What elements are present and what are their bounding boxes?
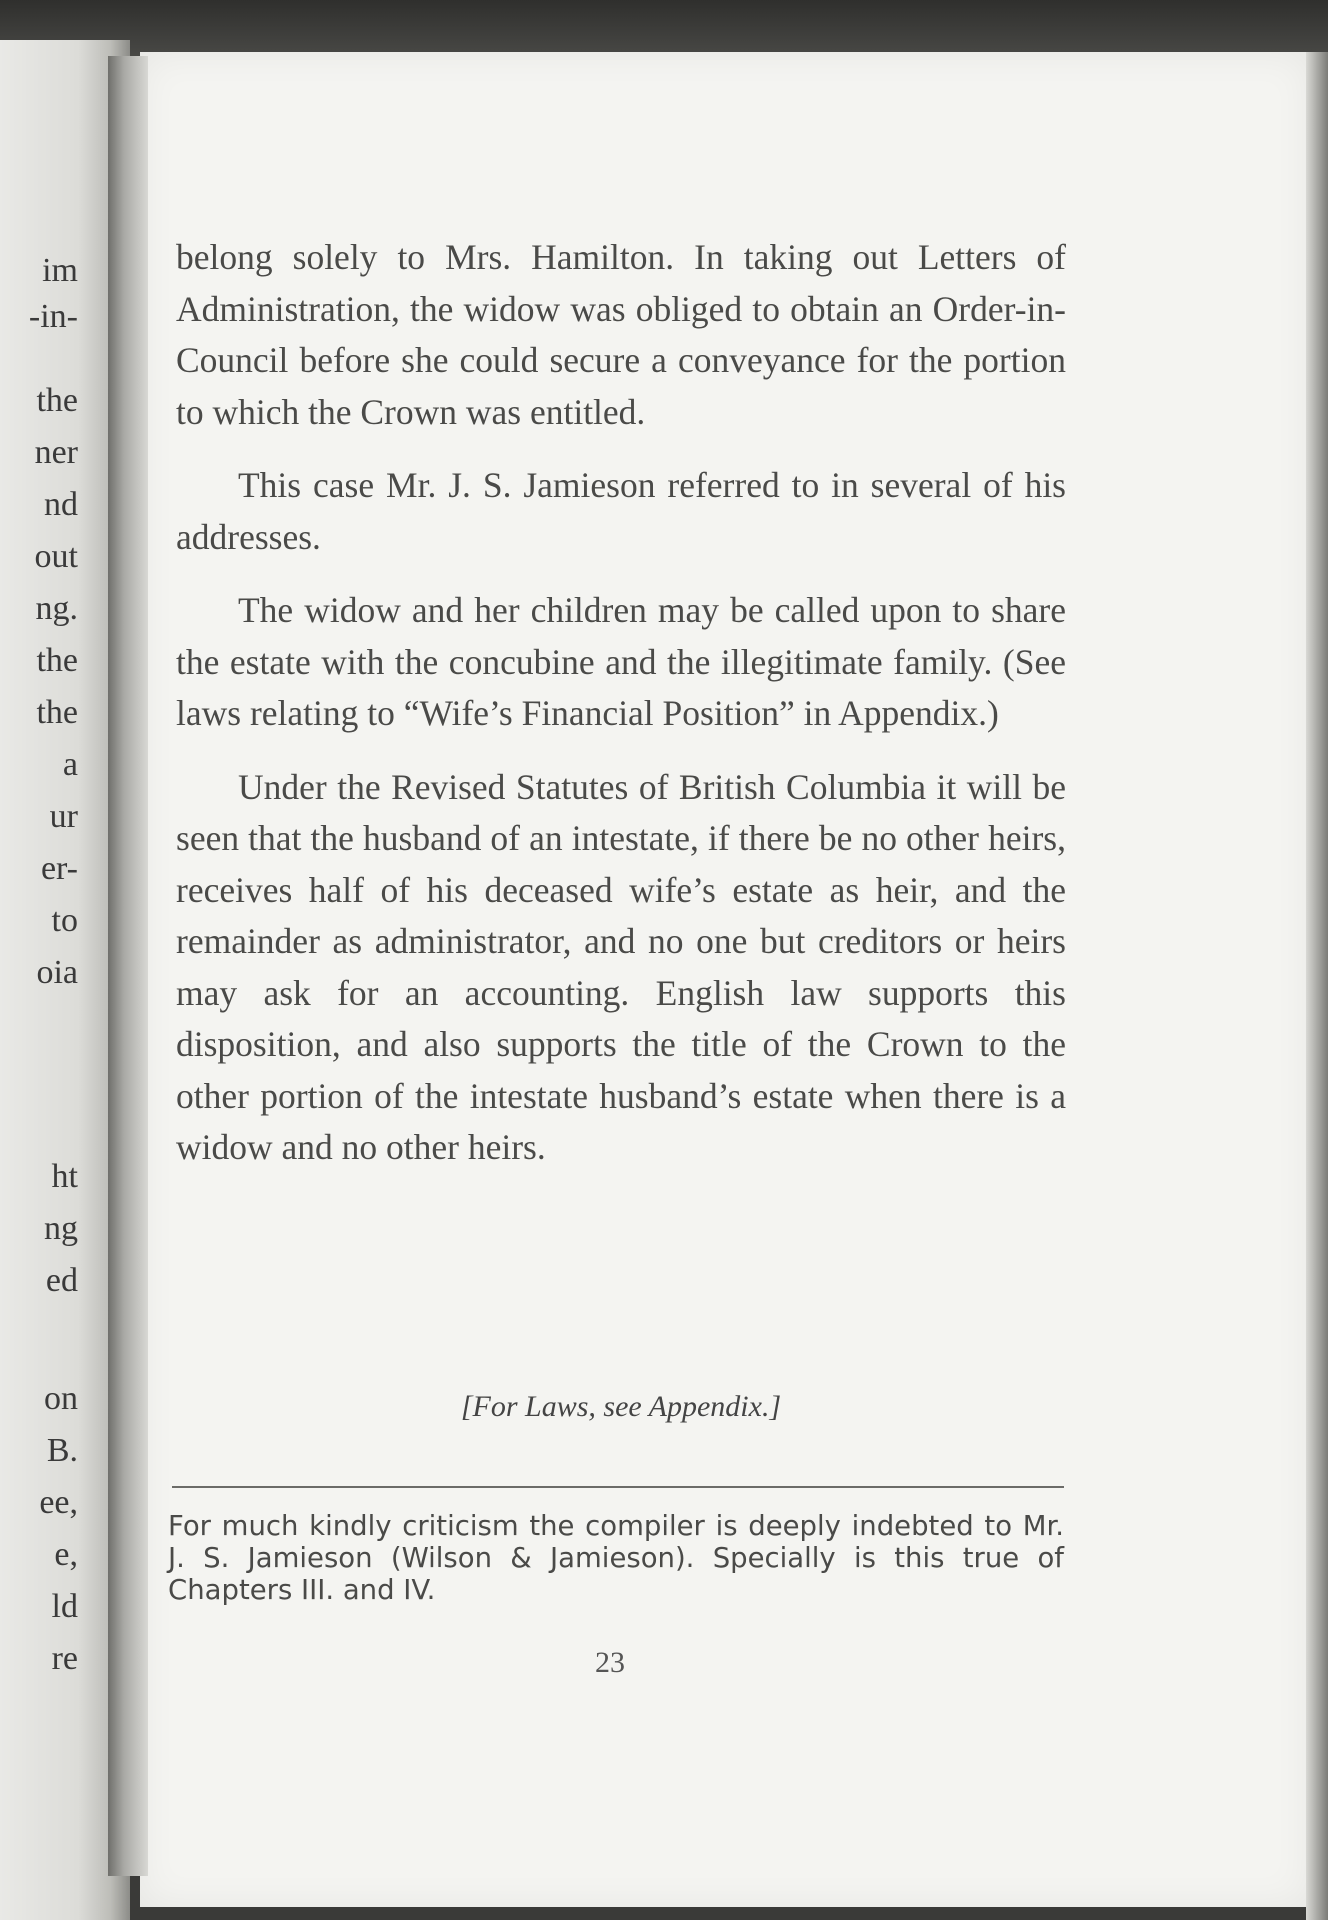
left-page-fragment: the [36, 694, 78, 731]
left-page-fragment: the [36, 642, 78, 679]
left-page-fragment: ner [34, 434, 78, 471]
left-page-fragment: out [34, 538, 78, 575]
page-gutter-shadow [108, 56, 148, 1876]
body-text [176, 232, 1066, 1196]
scanner-background [0, 0, 1328, 60]
paragraph: The widow and her children may be called upon to share the estate with the concubine and the illegitimate family. (See laws relating to “Wife’s Financial Position” in Appendix.) [176, 590, 1066, 733]
left-page-fragment: ed [45, 1262, 78, 1299]
paragraph: Under the Revised Statutes of British Columbia it will be seen that the husband of an intestate, if there be no other heirs, receives half of his deceased wife’s estate as heir, and the remainder as administrator, and no one but creditors or heirs may ask for an accounting. English law supports this disposition, and also supports the title of the Crown to the other portion of the intestate husband’s estate when there is a widow and no other heirs. [176, 766, 1066, 1167]
appendix-reference: [For Laws, see Appendix.] [460, 1390, 782, 1423]
left-page-fragment: re [51, 1640, 78, 1677]
left-page-fragment: on [44, 1380, 78, 1417]
left-page-fragment: im [42, 252, 78, 289]
left-page-fragment: ee, [39, 1484, 78, 1521]
left-page-fragment: ng [44, 1210, 78, 1247]
left-page-fragment: nd [44, 486, 78, 523]
page-number: 23 [595, 1646, 625, 1679]
left-page-fragment: to [51, 902, 78, 939]
left-page-fragment: ng. [35, 590, 78, 627]
paragraph: This case Mr. J. S. Jamieson referred to in several of his addresses. [176, 465, 1066, 557]
left-page-fragment: the [36, 382, 78, 419]
left-page-fragment: ld [51, 1588, 78, 1625]
left-page-fragment: -in- [28, 298, 78, 335]
footnote-divider [172, 1486, 1064, 1488]
paragraph: belong solely to Mrs. Hamilton. In taking out Letters of Administration, the widow was obliged to obtain an Order-in-Council before she could secure a conveyance for the portion to which the Crown was entitled. [176, 237, 1066, 432]
left-page-fragment: e, [54, 1536, 78, 1573]
left-page-fragment: B. [46, 1432, 78, 1469]
footnote: For much kindly criticism the compiler is deeply indebted to Mr. J. S. Jamieson (Wilson & Jamieson). Specially is this true of Chapters III. and IV. [168, 1510, 1064, 1606]
left-page-fragment: a [62, 746, 78, 783]
left-page-fragment: oia [36, 954, 78, 991]
page-edge [1306, 52, 1328, 1920]
left-page-fragment: ht [51, 1158, 78, 1195]
left-page-fragment: er- [40, 850, 78, 887]
left-page-fragment: ur [49, 798, 78, 835]
